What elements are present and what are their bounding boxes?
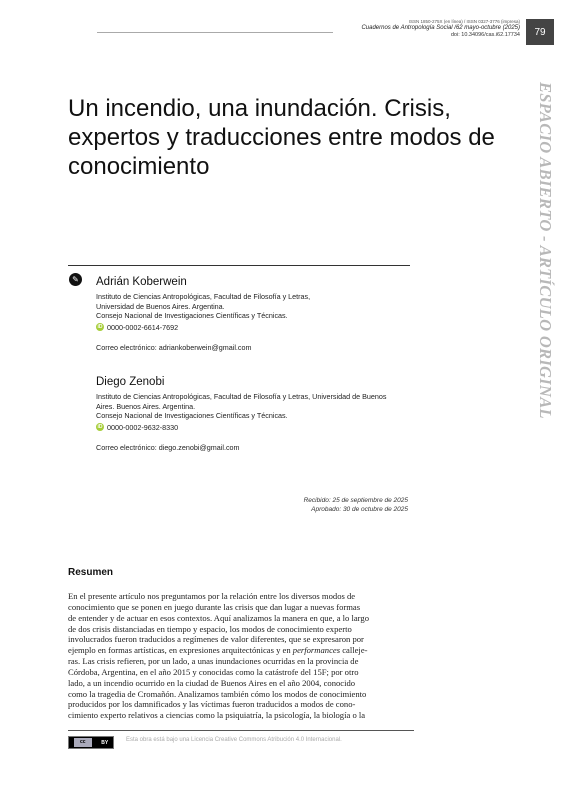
by-label: BY: [101, 739, 109, 746]
abstract-line: de entender y de actuar en esos contextos. Aquí analizamos la manera en que, a lo largo: [68, 612, 369, 623]
author-name: Diego Zenobi: [96, 376, 165, 388]
abstract-line: producidos por los damnificados y las víctimas fueron traducidos a modos de cono-: [68, 699, 356, 710]
author-affiliation: [96, 292, 310, 321]
abstract-line: de dos crisis distanciadas en tiempo y espacio, los modos de conocimiento experto: [68, 623, 352, 634]
author-orcid[interactable]: [96, 423, 386, 432]
page-number: 79: [526, 19, 554, 45]
author-name: Adrián Koberwein: [96, 276, 187, 288]
abstract-line: ras. Las crisis refieren, por un lado, a unas inundaciones ocurridas en la provincia de: [68, 656, 359, 667]
affiliation-line: Aires. Buenos Aires. Argentina.: [96, 401, 196, 411]
affiliation-line: Instituto de Ciencias Antropológicas, Facultad de Filosofía y Letras, Universidad de Buenos: [96, 392, 387, 401]
author-orcid[interactable]: [96, 323, 310, 332]
author-affiliation: [96, 392, 386, 421]
journal-name: Cuadernos de Antropología Social /62 mayo-octubre (2025): [361, 24, 520, 31]
issn: ISSN 1850-275X (en línea) / ISSN 0327-3776 (impresa): [408, 19, 520, 24]
journal-header: [361, 19, 520, 39]
abstract-text: [68, 591, 414, 721]
cc-icon: cc: [74, 738, 92, 747]
abstract-line: como la tragedia de Cromañón. Analizamos también cómo los modos de conocimiento: [68, 688, 367, 699]
affiliation-line: Consejo Nacional de Investigaciones Científicas y Técnicas.: [96, 311, 288, 321]
abstract-heading: Resumen: [68, 567, 114, 578]
author-icon: ✎: [69, 273, 82, 286]
author-block: [96, 276, 310, 352]
abstract-line: lado, a un incendio ocurrido en la ciudad de Buenos Aires en el año 2004, conocido: [68, 677, 356, 688]
header-rule: [97, 32, 333, 33]
article-dates: [304, 497, 408, 514]
affiliation-line: Universidad de Buenos Aires. Argentina.: [96, 301, 225, 311]
abstract-line: conocimiento que se ponen en juego durante las crisis que dan lugar a nuevas formas: [68, 601, 361, 612]
section-side-label: ESPACIO ABIERTO - ARTÍCULO ORIGINAL: [536, 82, 555, 419]
received-date: Recibido: 25 de septiembre de 2025: [303, 497, 408, 504]
doi-link[interactable]: doi: 10.34096/cas.i62.17734: [450, 32, 520, 39]
abstract-line: ejemplo en formas artísticas, en expresiones arquitectónicas y en performances calleje-: [68, 645, 368, 656]
title-rule: [68, 265, 410, 266]
affiliation-line: Instituto de Ciencias Antropológicas, Facultad de Filosofía y Letras,: [96, 292, 311, 301]
article-title: Un incendio, una inundación. Crisis, expertos y traducciones entre modos de conocimiento: [68, 95, 495, 180]
orcid-icon: iD: [97, 324, 103, 331]
orcid-id[interactable]: 0000-0002-6614-7692: [107, 322, 179, 332]
affiliation-line: Consejo Nacional de Investigaciones Científicas y Técnicas.: [96, 411, 288, 421]
author-email[interactable]: Correo electrónico: adriankoberwein@gmail.com: [96, 342, 252, 352]
abstract-line: En el presente artículo nos preguntamos por la relación entre los diversos modos de: [68, 591, 356, 601]
author-block: [96, 376, 386, 452]
abstract-line: cimiento experto relativos a ciencias como la psiquiatría, la psicología, la biología o la: [68, 710, 366, 721]
orcid-id[interactable]: 0000-0002-9632-8330: [107, 422, 179, 432]
license-text[interactable]: Esta obra está bajo una Licencia Creative Commons Atribución 4.0 Internacional.: [126, 737, 342, 743]
cc-by-badge[interactable]: [68, 736, 114, 749]
abstract-line: Córdoba, Argentina, en el año 2015 y conocidas como la catástrofe del 15F; por otro: [68, 666, 359, 677]
author-email[interactable]: Correo electrónico: diego.zenobi@gmail.com: [96, 442, 240, 452]
approved-date: Aprobado: 30 de octubre de 2025: [311, 505, 408, 513]
footer-rule: [68, 730, 414, 731]
abstract-line: involucrados fueron traducidos a regímenes de valor diferentes, que se expresaron por: [68, 634, 364, 645]
orcid-icon: iD: [97, 424, 103, 431]
